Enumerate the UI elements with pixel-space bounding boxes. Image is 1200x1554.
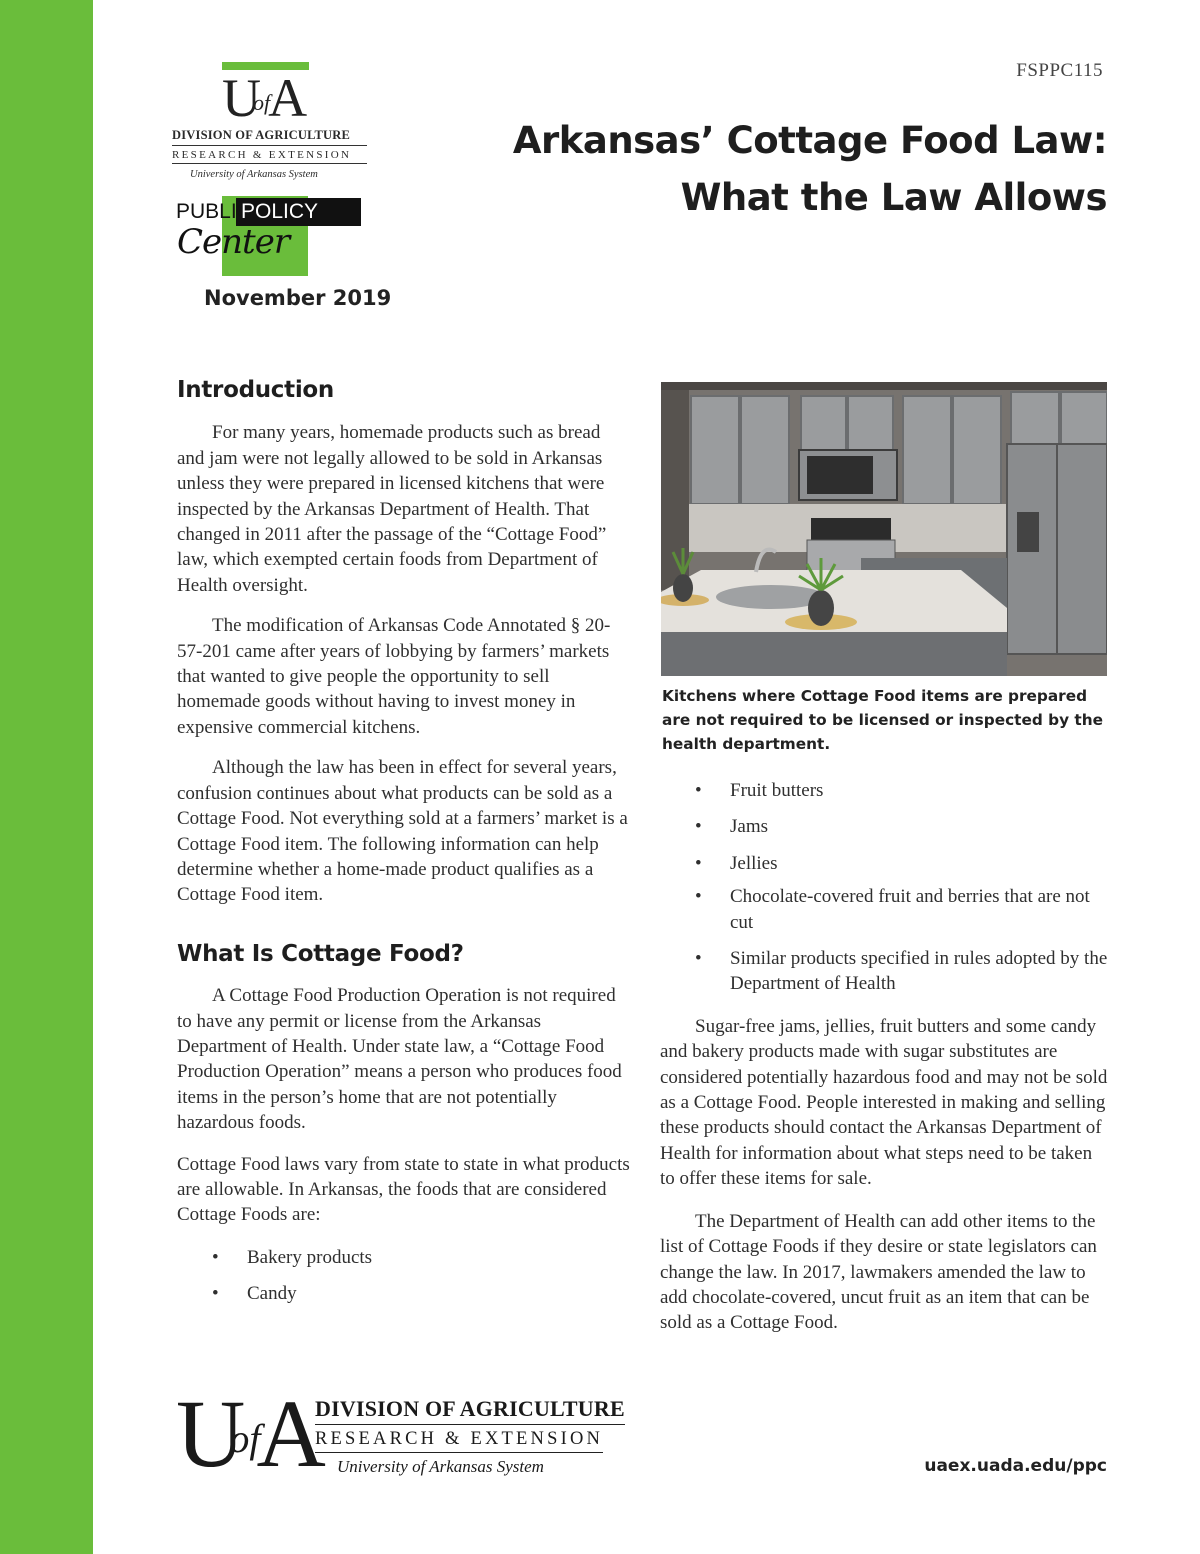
logo-research: RESEARCH & EXTENSION — [172, 149, 367, 164]
what-is-heading: What Is Cottage Food? — [177, 940, 464, 967]
photo-caption: Kitchens where Cottage Food items are prepared are not required to be licensed or inspected by the health department. — [662, 687, 1103, 753]
list-item: • Chocolate-covered fruit and berries that are not cut — [695, 886, 1090, 933]
page-title — [487, 112, 1107, 226]
list-item: • Similar products specified in rules adopted by the Department of Health — [695, 948, 1108, 995]
list-item: • Jellies — [695, 852, 778, 874]
ppc-logo-center: Center — [177, 222, 290, 262]
logo-division: DIVISION OF AGRICULTURE — [172, 128, 367, 146]
title-line-1: Arkansas’ Cottage Food Law: — [512, 119, 1107, 162]
kitchen-photo — [661, 382, 1107, 676]
right-paragraph-2: The Department of Health can add other items to the list of Cottage Foods if they desire or state legislators can change the law. In 2017, lawmakers amended the law to add chocolate-covered, uncut fruit as an item that can be sold as a Cottage Food. — [660, 1210, 1097, 1334]
publication-date: November 2019 — [204, 286, 392, 310]
uofa-mark: UofA — [222, 68, 302, 128]
left-column — [177, 378, 632, 1307]
list-item: • Jams — [695, 816, 768, 838]
side-green-bar — [0, 0, 93, 1554]
intro-paragraph-1: For many years, homemade products such as bread and jam were not legally allowed to be sold in Arkansas unless they were prepared in licensed kitchens that were inspected by the Arkansas Department of Health. That changed in 2011 after the passage of the “Cottage Food” law, which exempted certain foods from Department of Health oversight. — [177, 422, 607, 596]
what-is-paragraph-2: Cottage Food laws vary from state to state in what products are allowable. In Arkansas, the foods that are considered Cottage Foods are: — [177, 1153, 630, 1226]
list-item: • Candy — [212, 1283, 297, 1305]
ppc-logo-public: PUBLIC — [176, 200, 252, 223]
intro-heading: Introduction — [177, 377, 334, 403]
intro-paragraph-3: Although the law has been in effect for several years, confusion continues about what products can be sold as a Cottage Food. Not everything sold at a farmers’ market is a Cottage Food item. The following information can help determine whether a home-made product qualifies as a Cottage Food item. — [177, 757, 628, 906]
list-item: • Fruit butters — [695, 780, 824, 801]
ppc-logo-policy: POLICY — [241, 200, 319, 223]
right-column — [660, 778, 1108, 1336]
document-id: FSPPC115 — [1016, 60, 1103, 81]
cottage-food-list-right — [660, 778, 1108, 997]
kitchen-image — [661, 382, 1107, 676]
footer-system: University of Arkansas System — [337, 1457, 544, 1476]
intro-paragraph-2: The modification of Arkansas Code Annotated § 20-57-201 came after years of lobbying by farmers’ markets that wanted to give people the opportunity to sell homemade goods without having to invest money in expensive commercial kitchens. — [177, 615, 611, 738]
footer-uofa-mark: UofA — [176, 1380, 314, 1487]
list-item: • Bakery products — [212, 1246, 373, 1268]
right-paragraph-1: Sugar-free jams, jellies, fruit butters and some candy and bakery products made with sugar substitutes are considered potentially hazardous food and may not be sold as a Cottage Food. People interested in making and selling these products should contact the Arkansas Department of Health for information about what steps need to be taken to offer these items for sale. — [660, 1015, 1108, 1190]
cottage-food-list-left — [177, 1245, 632, 1307]
footer-logo — [176, 1380, 626, 1487]
footer-research: RESEARCH & EXTENSION — [315, 1429, 603, 1453]
title-line-2: What the Law Allows — [680, 176, 1107, 219]
what-is-paragraph-1: A Cottage Food Production Operation is not required to have any permit or license from the Arkansas Department of Health. Under state law, a “Cottage Food Production Operation” means a person who produces food items in the person’s home that are not potentially hazardous foods. — [177, 985, 622, 1134]
footer-url[interactable]: uaex.uada.edu/ppc — [924, 1456, 1107, 1476]
logo-system: University of Arkansas System — [190, 169, 318, 180]
footer-division: DIVISION OF AGRICULTURE — [315, 1396, 625, 1425]
